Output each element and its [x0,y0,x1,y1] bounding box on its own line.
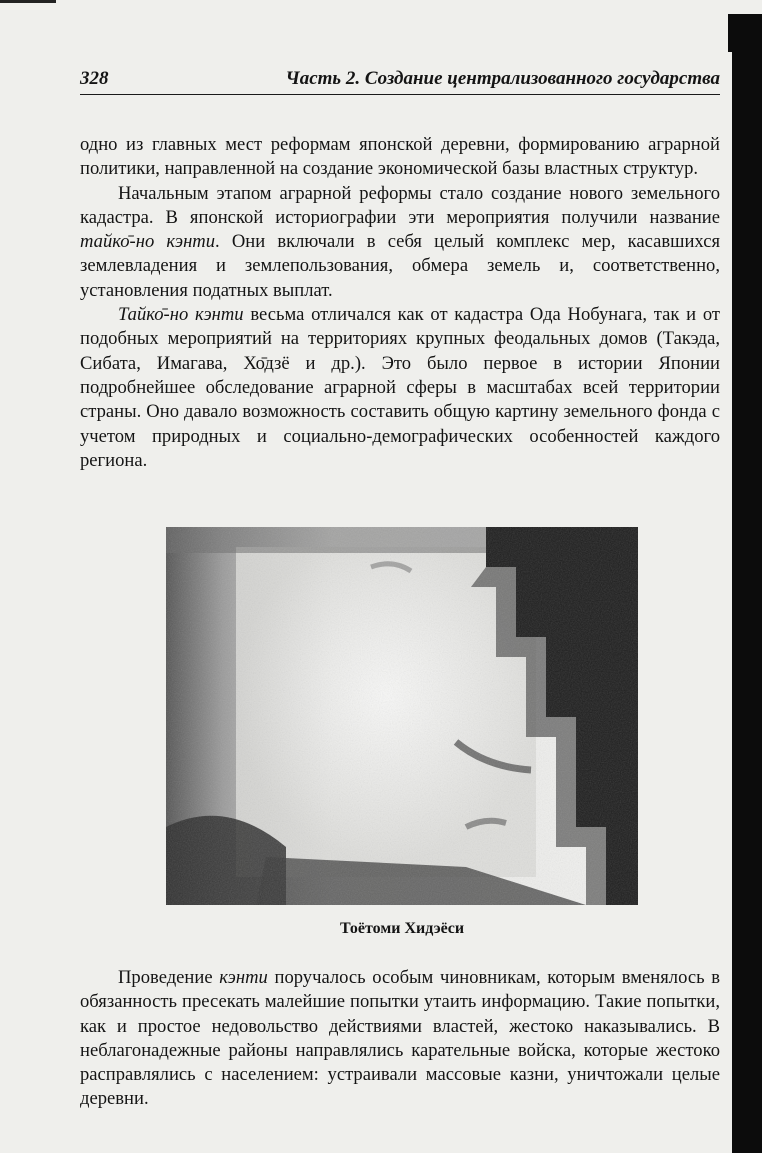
page-number: 328 [80,68,109,89]
paragraph-2-lead: Начальным этапом аграрной реформы стало создание нового земельного кадастра. В японской историографии эти мероприятия получили название [80,182,720,228]
paragraph-3 [80,303,720,473]
paragraph-3-rest: весьма отличался как от кадастра Ода Нобунага, так и от подобных мероприятий на территориях крупных феодальных домов (Такэда, Сибата, Имагава, Хо̄дзё и др.). Это было первое в истории Японии подробнейшее обследование аграрной сферы в масштабах всей территории страны. Оно давало возможность составить общую картину земельного фонда с учетом природных и социально-демографических особенностей каждого региона. [80,304,721,471]
body-text-top [80,133,720,473]
scan-binding-shadow [732,14,762,1153]
term-taiko-no-kenti-lead: Тайко̄-но кэнти [118,304,244,326]
term-taiko-no-kenti: тайко̄-но кэнти [80,231,216,253]
portrait-photo-icon [166,527,638,905]
body-text-bottom [80,966,720,1112]
figure-caption: Тоётоми Хидэёси [339,920,465,937]
portrait-illustration [166,527,638,905]
paragraph-4-rest: поручалось особым чиновникам, которым вменялось в обязанность пресекать малейшие попытки утаить информацию. Такие попытки, как и простое недовольство действиями властей, жестоко наказывались. В неблагонадежные районы направлялись карательные войска, которые жестоко расправлялись с населением: устраивали массовые казни, уничтожали целые деревни. [80,967,720,1110]
paragraph-4-lead: Проведение [118,967,220,988]
running-title: Часть 2. Создание централизованного государства [285,68,720,89]
top-edge-rule [0,0,56,3]
paragraph-4 [80,966,720,1112]
paragraph-2 [80,182,720,303]
term-kenti: кэнти [219,967,268,988]
paragraph-1: одно из главных мест реформам японской деревни, формированию аграрной политики, направленной на создание экономической базы властных структур. [80,134,720,180]
running-header [80,64,720,95]
paragraph-2-rest: . Они включали в себя целый комплекс мер, касавшихся землевладения и землепользования, обмера земель и, соответственно, установления податных выплат. [80,231,720,301]
